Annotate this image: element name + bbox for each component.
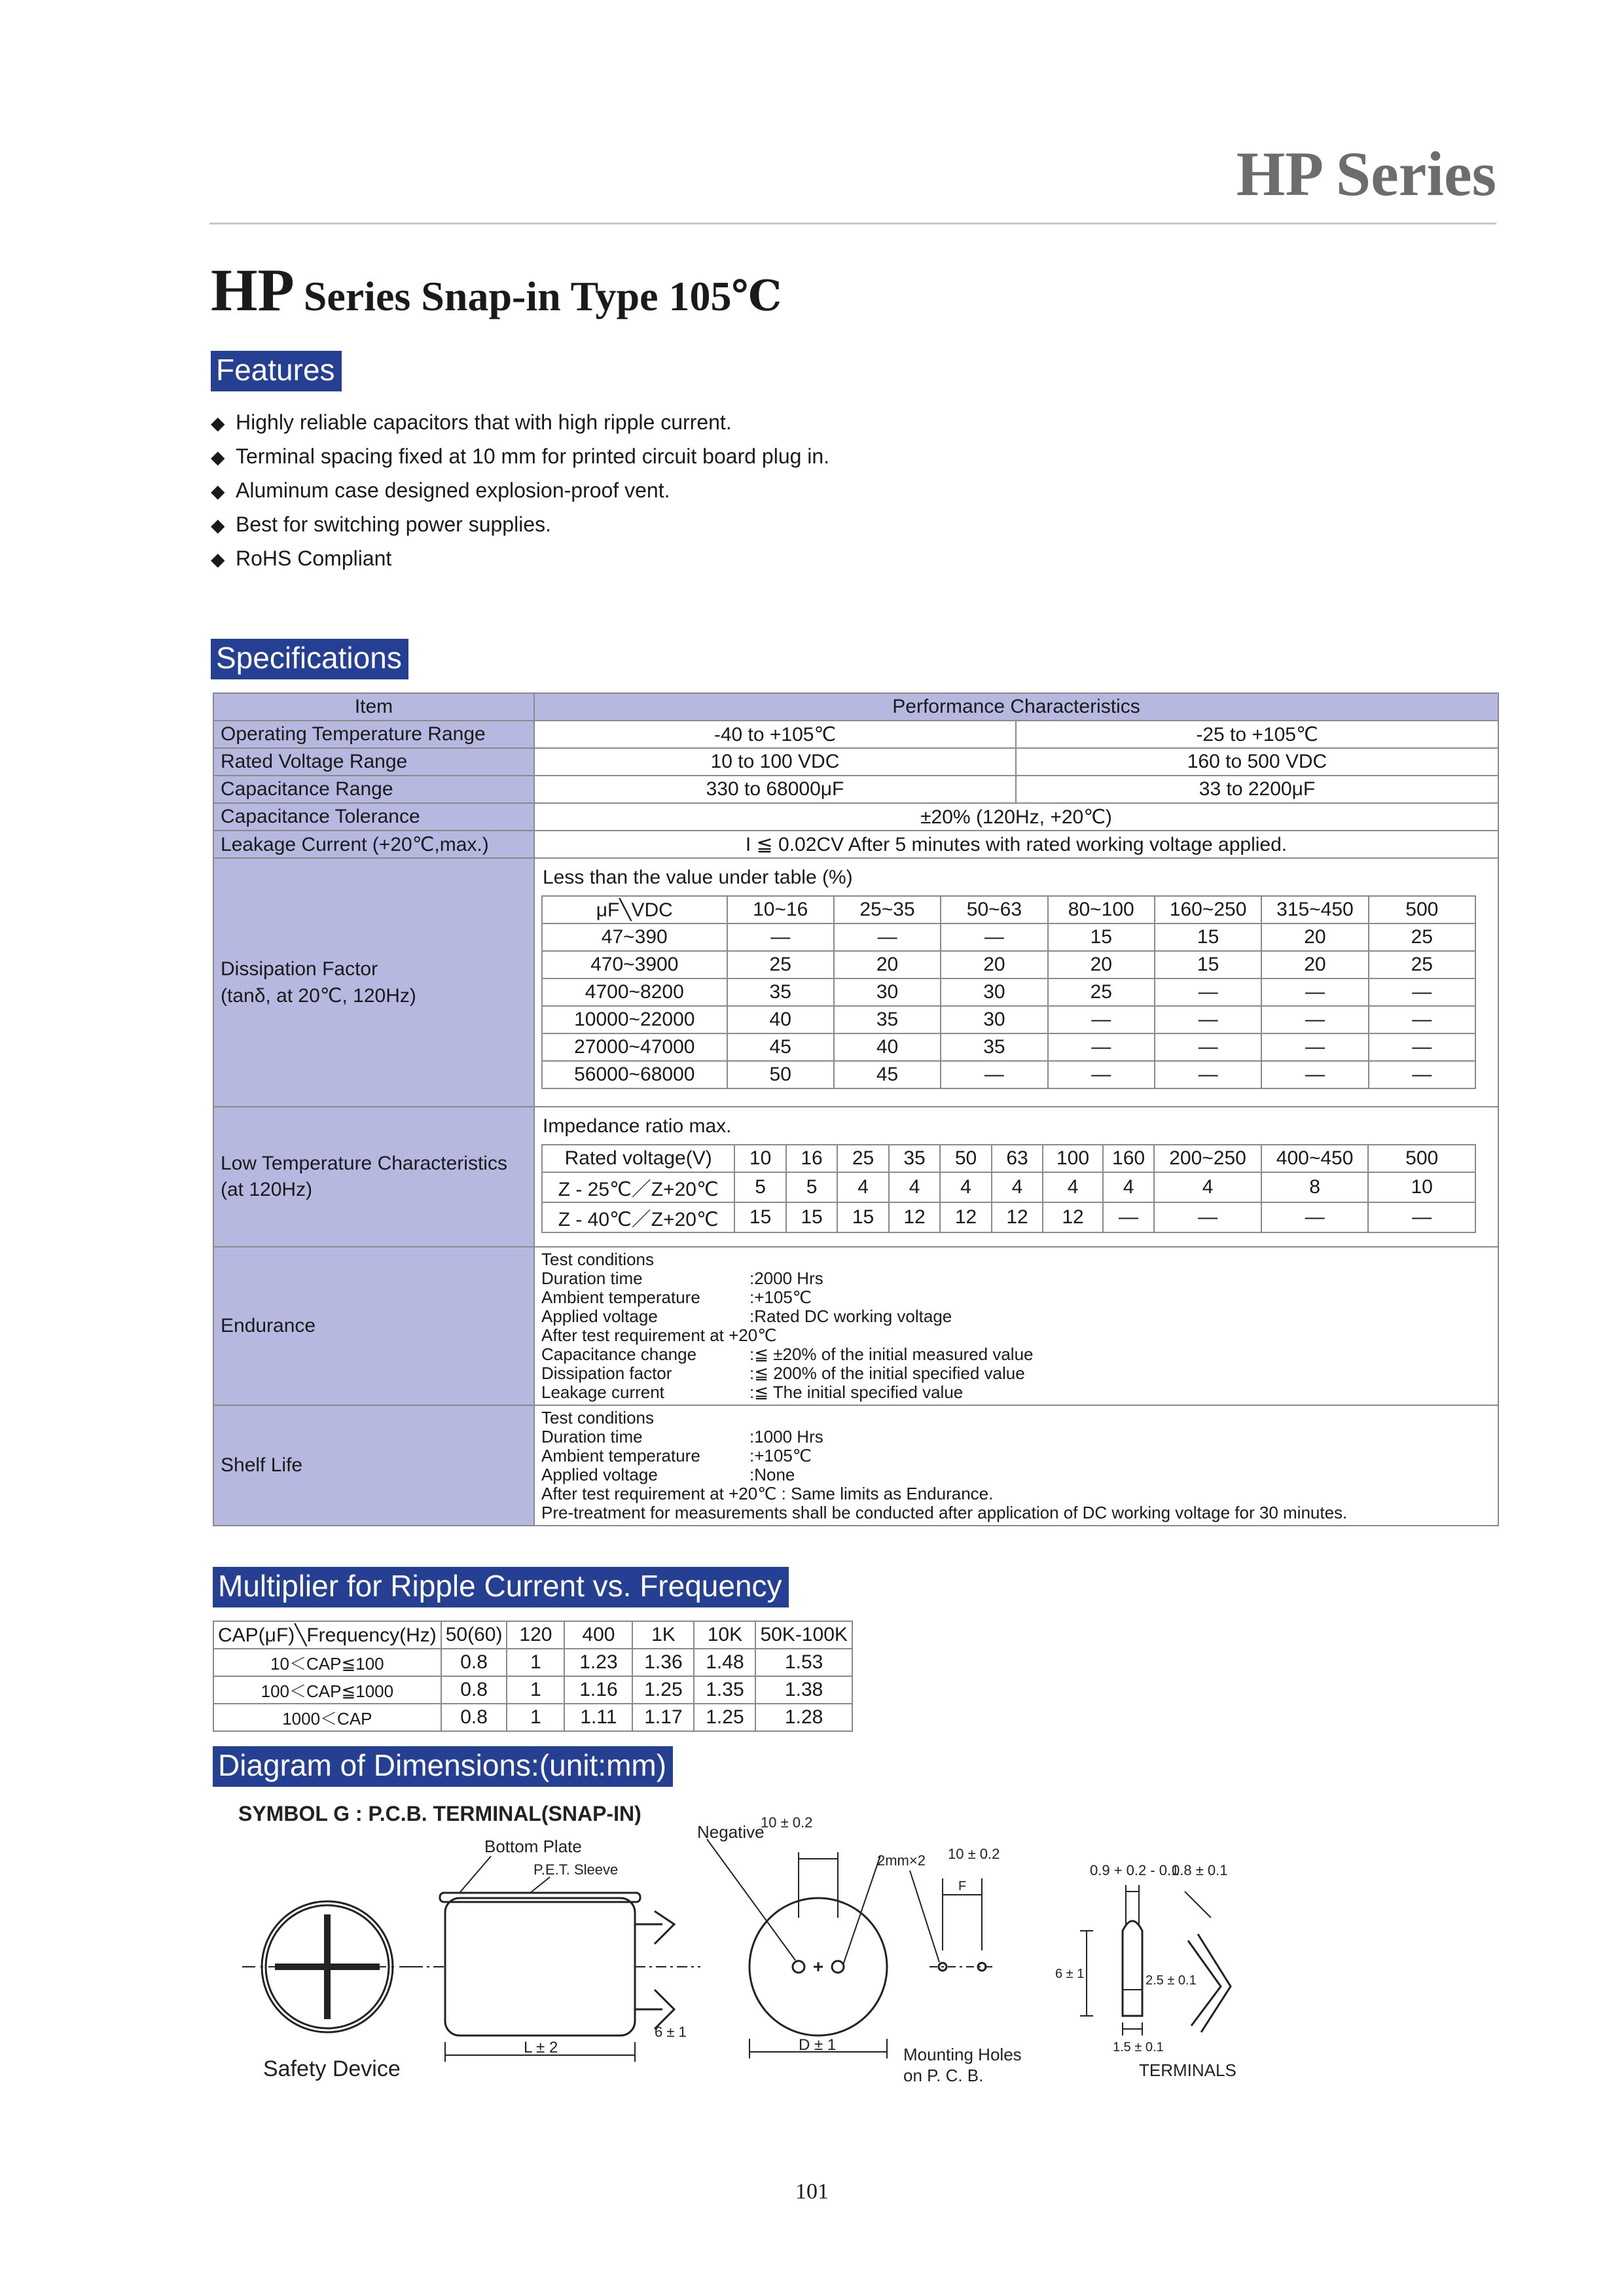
page-title — [211, 255, 782, 325]
terminal-detail-view — [1080, 1885, 1231, 2036]
dissipation-header-row: μF╲VDC 10~16 25~35 50~63 80~100 160~250 315~450 500 — [542, 896, 1475, 924]
pitch-dim-label: 10 ± 0.2 — [761, 1814, 813, 1831]
lead-length-label: 6 ± 1 — [655, 2024, 687, 2040]
spec-row-shelf-life: Shelf Life Test conditions Duration time :1000 Hrs Ambient temperature :+105℃ Applied voltage :None After test requirement at +20℃ : Same limits as Endurance. Pre-treatment for measurements shall be conducted after application of DC working voltage for 30 minutes. — [213, 1405, 1498, 1526]
spec-row-operating-temp: Operating Temperature Range -40 to +105℃ -25 to +105℃ — [213, 721, 1498, 748]
low-temp-header-row: Rated voltage(V) 10 16 25 35 50 63 100 160 200~250 400~450 500 — [542, 1145, 1475, 1172]
spec-row-rated-voltage: Rated Voltage Range 10 to 100 VDC 160 to 500 VDC — [213, 748, 1498, 776]
spec-header-row — [213, 693, 1498, 721]
table-row: 100＜CAP≦1000 0.8 1 1.16 1.25 1.35 1.38 — [213, 1676, 852, 1704]
table-row: 470~3900 25 20 20 20 15 20 25 — [542, 951, 1475, 978]
terminal-width-label: 0.9 + 0.2 - 0.1 — [1090, 1862, 1180, 1878]
spec-row-dissipation: Dissipation Factor (tanδ, at 20℃, 120Hz) Less than the value under table (%) μF╲VDC 10~16 25~35 50~63 80~100 160~250 315~450 500 47~390 — — — 15 15 20 25 470~3900 25 20 20 20 15 20 25 4700~8200 35 30 30 25 — — — 10000~22000 40 35 30 — — — — 27000~47000 45 40 35 — — — — 56000~68000 50 45 — — — — — — [213, 858, 1498, 1107]
sleeve-label: P.E.T. Sleeve — [533, 1861, 619, 1878]
negative-label: Negative — [697, 1822, 765, 1842]
length-dim-label: L ± 2 — [524, 2039, 558, 2056]
mounting-holes-view — [910, 1871, 995, 1971]
table-row: Z - 25℃／Z+20℃ 5 5 4 4 4 4 4 4 4 8 10 — [542, 1172, 1475, 1202]
spec-header-item: Item — [213, 693, 534, 721]
mounting-holes-label: Mounting Holes — [903, 2045, 1022, 2064]
diamond-bullet-icon: ◆ — [211, 447, 225, 467]
table-row: 1000＜CAP 0.8 1 1.11 1.17 1.25 1.28 — [213, 1704, 852, 1731]
spec-row-tolerance: Capacitance Tolerance ±20% (120Hz, +20℃) — [213, 803, 1498, 831]
spec-row-capacitance: Capacitance Range 330 to 68000μF 33 to 2200μF — [213, 776, 1498, 803]
table-row: 27000~47000 45 40 35 — — — — — [542, 1033, 1475, 1061]
spec-row-endurance: Endurance Test conditions Duration time :2000 Hrs Ambient temperature :+105℃ Applied voltage :Rated DC working voltage After test requirement at +20℃ Capacitance change :≦ ±20% of the initial measured value Dissipation factor :≦ 200% of the initial specified value Leakage current :≦ The initial specified value — [213, 1247, 1498, 1405]
page-number: 101 — [795, 2179, 829, 2204]
table-row: 56000~68000 50 45 — — — — — — [542, 1061, 1475, 1088]
low-temp-table — [541, 1144, 1476, 1233]
feature-item: ◆ RoHS Compliant — [211, 542, 829, 576]
terminal-length-label: 6 ± 1 — [1055, 1967, 1085, 1981]
spec-row-low-temp: Low Temperature Characteristics (at 120Hz) Impedance ratio max. Rated voltage(V) 10 16 25 35 50 63 100 160 200~250 400~450 500 Z - 25℃／Z+20℃ 5 5 4 4 4 4 4 4 4 8 10 Z - 40℃／Z+20℃ 15 15 15 12 12 12 12 — — — — — [213, 1107, 1498, 1247]
table-row: 10＜CAP≦100 0.8 1 1.23 1.36 1.48 1.53 — [213, 1649, 852, 1676]
diameter-dim-label: D ± 1 — [799, 2036, 837, 2054]
features-heading: Features — [211, 351, 342, 391]
safety-device-view — [242, 1901, 412, 2032]
diamond-bullet-icon: ◆ — [211, 515, 225, 535]
specifications-table — [213, 692, 1499, 1526]
table-row: 4700~8200 35 30 30 25 — — — — [542, 978, 1475, 1006]
feature-item: ◆ Terminal spacing fixed at 10 mm for printed circuit board plug in. — [211, 440, 829, 474]
header-divider — [209, 223, 1496, 224]
terminal-base-label: 1.5 ± 0.1 — [1113, 2040, 1164, 2054]
feature-item: ◆ Best for switching power supplies. — [211, 508, 829, 542]
features-list — [211, 406, 829, 576]
ripple-heading: Multiplier for Ripple Current vs. Frequency — [213, 1567, 789, 1607]
header-series-title: HP Series — [1236, 139, 1496, 209]
diagram-symbol-text: SYMBOL G : P.C.B. TERMINAL(SNAP-IN) — [238, 1802, 641, 1825]
feature-item: ◆ Aluminum case designed explosion-proof vent. — [211, 474, 829, 508]
dissipation-table — [541, 895, 1476, 1089]
table-row: Z - 40℃／Z+20℃ 15 15 15 12 12 12 12 — — — — — [542, 1202, 1475, 1232]
diagram-heading: Diagram of Dimensions:(unit:mm) — [213, 1746, 673, 1787]
diamond-bullet-icon: ◆ — [211, 481, 225, 501]
hole-pitch-label: 10 ± 0.2 — [948, 1846, 1000, 1862]
safety-device-label: Safety Device — [263, 2056, 401, 2081]
terminals-label: TERMINALS — [1139, 2060, 1236, 2080]
mounting-holes-label-2: on P. C. B. — [903, 2066, 984, 2085]
spec-row-leakage: Leakage Current (+20℃,max.) I ≦ 0.02CV After 5 minutes with rated working voltage applied. — [213, 831, 1498, 858]
ripple-header-row: CAP(μF)╲Frequency(Hz) 50(60) 120 400 1K 10K 50K-100K — [213, 1621, 852, 1649]
terminal-thickness-label: 0.8 ± 0.1 — [1172, 1862, 1228, 1878]
dimension-diagram — [223, 1793, 1296, 2101]
page-title-prefix: HP — [211, 257, 295, 323]
bottom-plate-label: Bottom Plate — [484, 1837, 582, 1856]
ripple-multiplier-table — [213, 1621, 853, 1732]
diamond-bullet-icon: ◆ — [211, 549, 225, 569]
feature-item: ◆ Highly reliable capacitors that with high ripple current. — [211, 406, 829, 440]
hole-size-label: 2mm×2 — [877, 1852, 926, 1869]
spec-header-perf: Performance Characteristics — [534, 693, 1498, 721]
f-dim-label: F — [958, 1879, 967, 1893]
page-title-rest: Series Snap-in Type 105℃ — [303, 273, 782, 319]
table-row: 47~390 — — — 15 15 20 25 — [542, 924, 1475, 951]
capacitor-top-view — [707, 1839, 887, 2058]
table-row: 10000~22000 40 35 30 — — — — — [542, 1006, 1475, 1033]
terminal-tip-label: 2.5 ± 0.1 — [1146, 1973, 1197, 1988]
diamond-bullet-icon: ◆ — [211, 413, 225, 433]
specifications-heading: Specifications — [211, 639, 408, 679]
